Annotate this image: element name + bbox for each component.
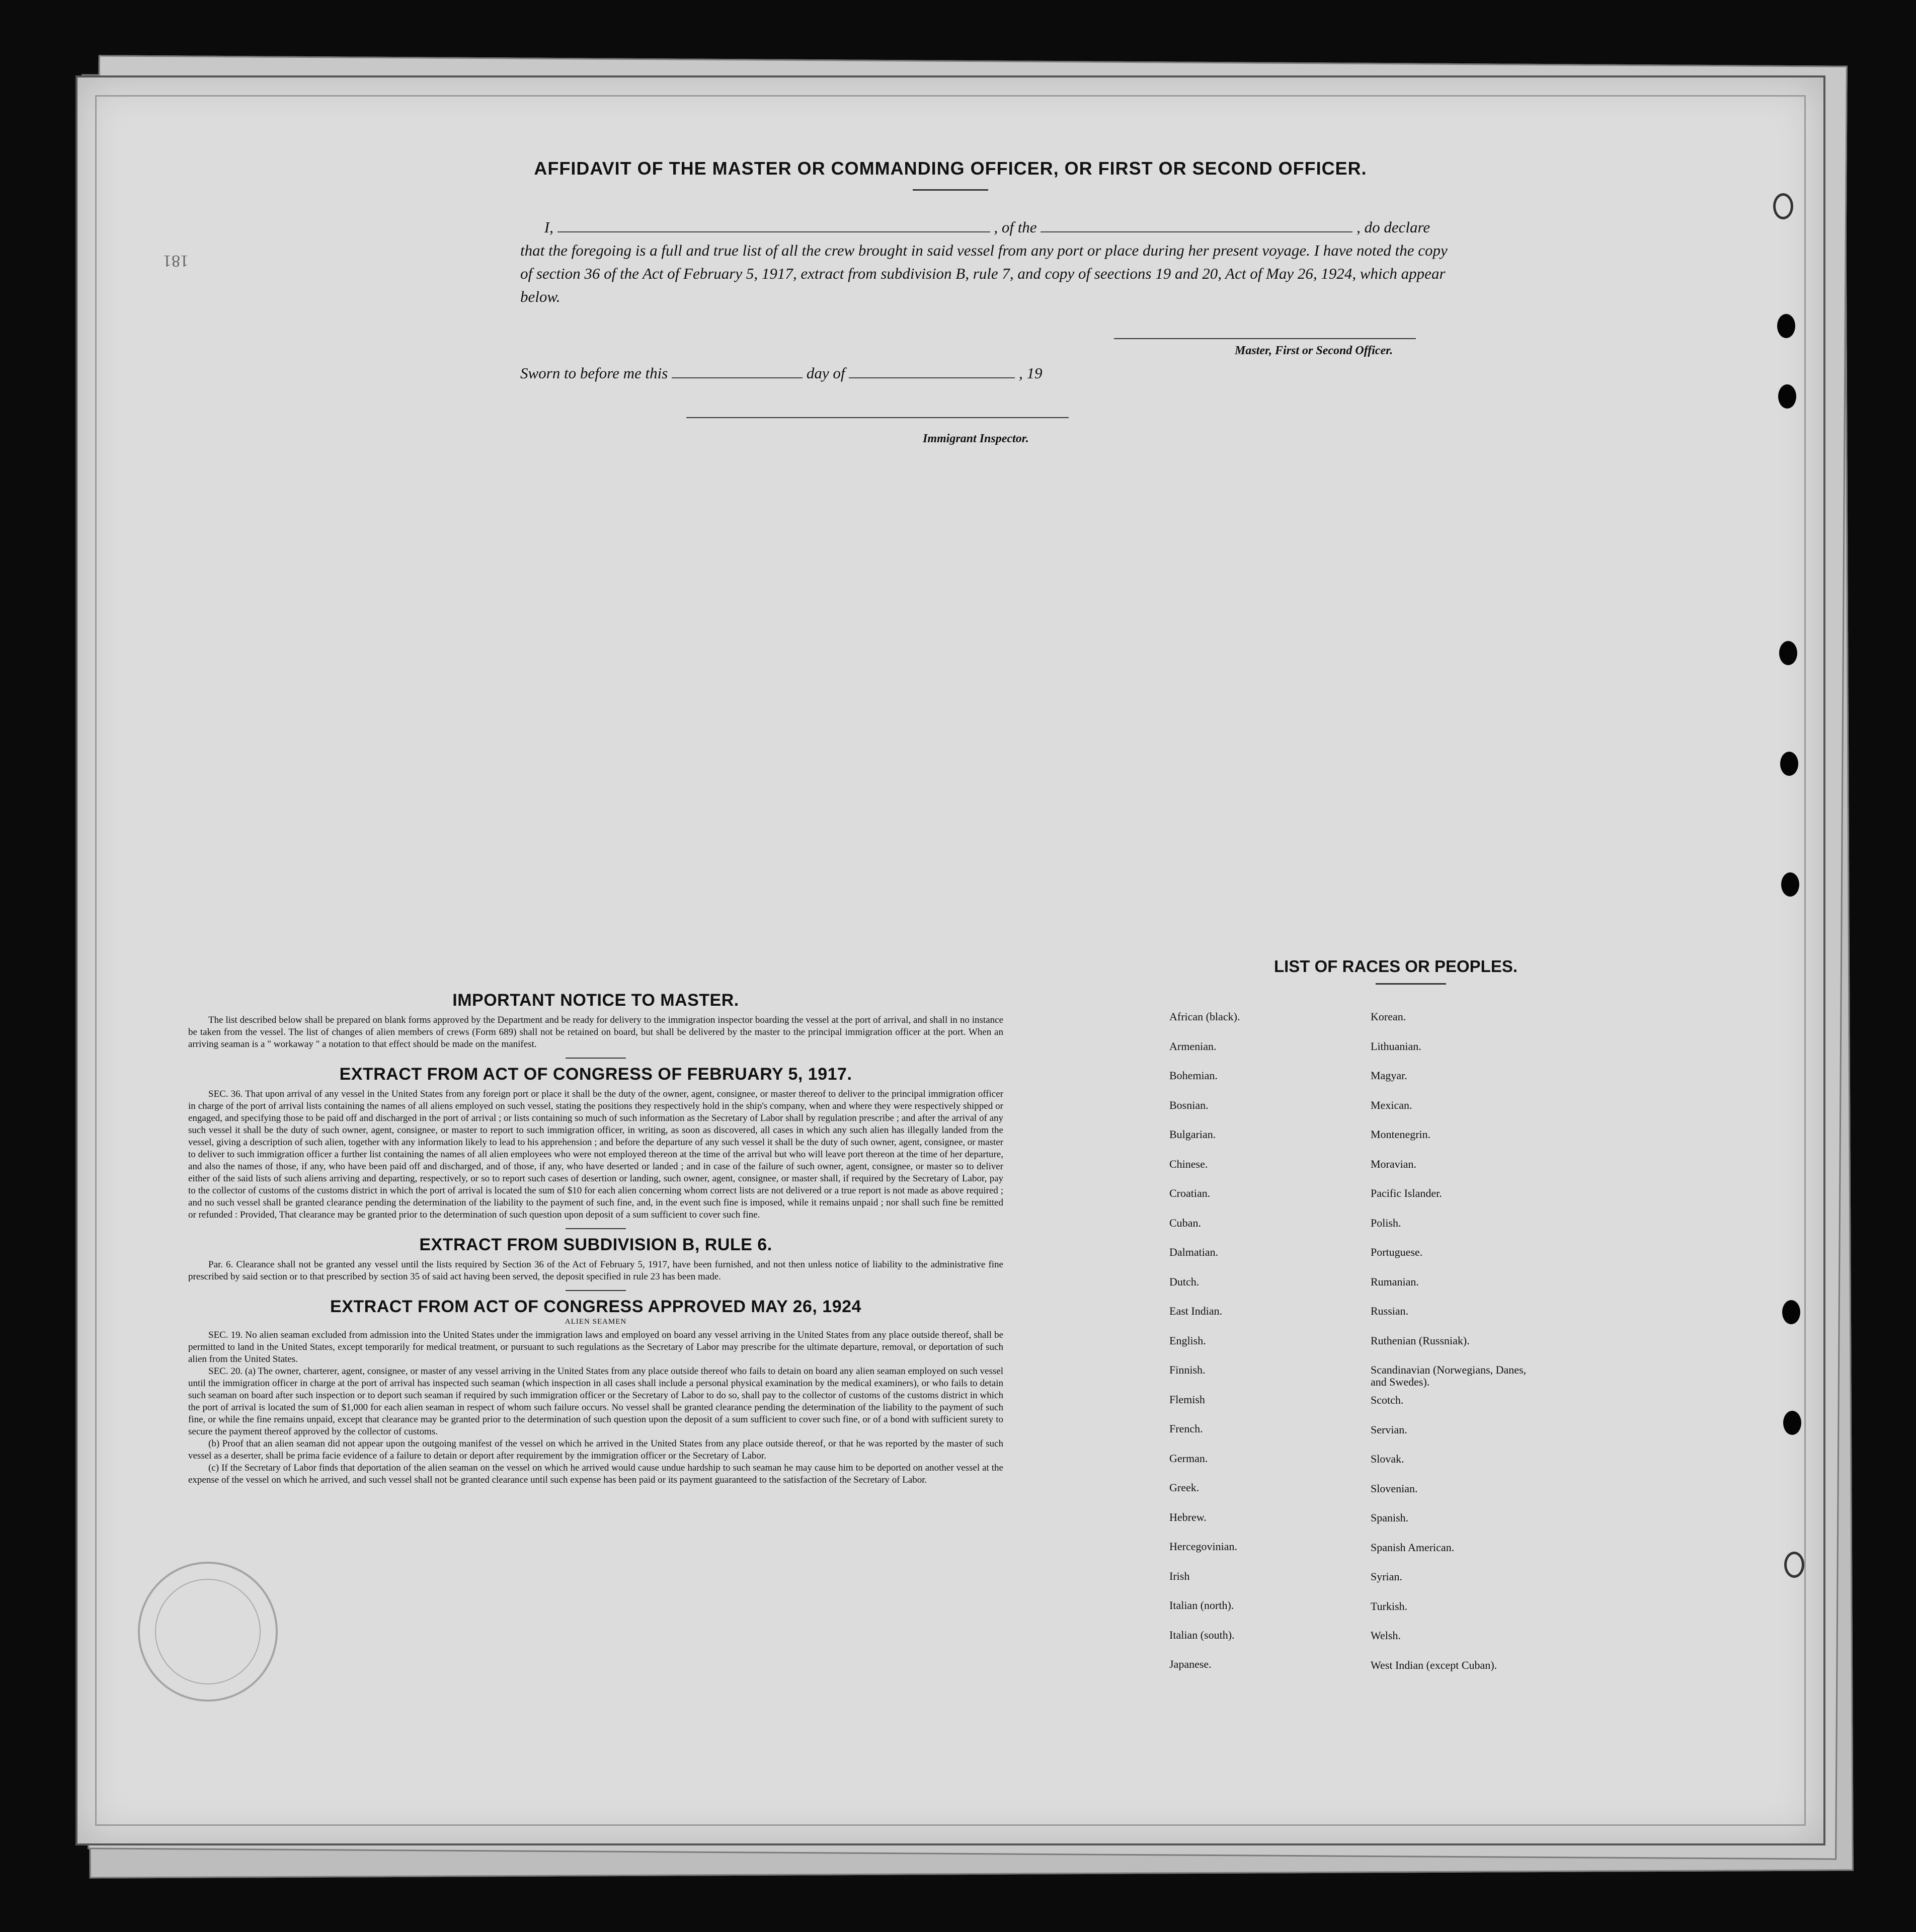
extract-1917-title: EXTRACT FROM ACT OF CONGRESS OF FEBRUARY 5, 1917. xyxy=(339,1065,852,1084)
declaration-of-the: , of the xyxy=(994,218,1037,236)
vessel-name-field[interactable] xyxy=(1041,220,1352,232)
race-item: Bohemian. xyxy=(1169,1069,1218,1082)
extract-1924-subtitle: ALIEN SEAMEN xyxy=(565,1318,627,1326)
races-list-left xyxy=(1169,1011,1335,1688)
extract-1924-sec20c: (c) If the Secretary of Labor finds that deportation of the alien seaman on the vessel on which he arrived would cause undue hardship to such seaman he may cause him to be deported on another vessel at the expense of the vessel on which he arrived, and such vessel shall not be granted clearance until such expense has been paid or its payment guaranteed to the satisfaction of the Secretary of Labor. xyxy=(188,1463,1003,1485)
legal-notices xyxy=(188,991,1003,1486)
declaration-do-declare: , do declare xyxy=(1356,218,1430,236)
race-item: German. xyxy=(1169,1452,1208,1465)
race-item: Irish xyxy=(1169,1569,1190,1582)
race-item: Greek. xyxy=(1169,1481,1200,1494)
race-item: Hebrew. xyxy=(1169,1510,1207,1523)
race-item: Finnish. xyxy=(1169,1363,1206,1376)
race-item: Scotch. xyxy=(1371,1394,1404,1406)
race-item: East Indian. xyxy=(1169,1305,1223,1317)
race-item: Korean. xyxy=(1371,1010,1406,1023)
section-divider xyxy=(566,1228,626,1229)
signature-line[interactable] xyxy=(1114,338,1416,339)
races-divider xyxy=(1376,983,1446,985)
binder-hole-icon xyxy=(1777,314,1795,338)
affidavit-declaration xyxy=(520,216,1456,308)
race-item: West Indian (except Cuban). xyxy=(1371,1658,1497,1671)
race-item: English. xyxy=(1169,1334,1206,1347)
race-item: Hercegovinian. xyxy=(1169,1540,1237,1553)
extract-1924-sec20a: SEC. 20. (a) The owner, charterer, agent, consignee, or master of any vessel arriving in the United States from any place outside thereof who fails to detain on board any alien seaman employed on such vessel until the immigration officer in charge at the port of arrival has inspected such seaman (which inspection in all cases shall include a personal physical examination by the medical examiners), or who fails to detain such seaman on board after such inspection or to deport such seaman if required by such immigration officer or the Secretary of Labor to do so, shall pay to the collector of customs of the customs district in which the port of arrival is located the sum of $1,000 for each alien seaman in respect of whom such failure occurs. No vessel shall be granted clearance pending the determination of the liability to the payment of such fine, or while the fine remains unpaid, except that clearance may be granted prior to the determination of such question upon the deposit of a sum sufficient to cover such fine, or of a bond with sufficient surety to secure the payment thereof approved by the collector of customs. xyxy=(188,1366,1003,1437)
affidavit-title: AFFIDAVIT OF THE MASTER OR COMMANDING OFFICER, OR FIRST OR SECOND OFFICER. xyxy=(534,158,1367,179)
race-item: Magyar. xyxy=(1371,1069,1407,1082)
inspector-signature-line[interactable] xyxy=(686,417,1069,418)
race-item: Armenian. xyxy=(1169,1039,1217,1053)
race-item: Croatian. xyxy=(1169,1187,1211,1199)
inspector-caption: Immigrant Inspector. xyxy=(923,432,1029,445)
race-item: Flemish xyxy=(1169,1393,1205,1406)
race-item: Welsh. xyxy=(1371,1629,1401,1642)
binder-hole-icon xyxy=(1780,752,1798,776)
race-item: Russian. xyxy=(1371,1305,1409,1317)
race-item: Polish. xyxy=(1371,1216,1401,1229)
binder-hole-icon xyxy=(1783,1411,1801,1435)
extract-rule6-text: Par. 6. Clearance shall not be granted any vessel until the lists required by Section 36 of the Act of February 5, 1917, have been furnished, and not then unless notice of liability to the administrative fine prescribed by said section or to that prescribed by section 35 of said act having been served, the deposit specified in rule 23 has been made. xyxy=(188,1259,1003,1282)
declaration-i: I, xyxy=(544,218,553,236)
race-item: Dalmatian. xyxy=(1169,1246,1219,1258)
binder-hole-icon xyxy=(1778,384,1796,409)
section-divider xyxy=(566,1290,626,1291)
title-divider xyxy=(913,189,988,191)
race-item: Italian (north). xyxy=(1169,1599,1234,1612)
race-item: Slovenian. xyxy=(1371,1482,1418,1495)
race-item: Bulgarian. xyxy=(1169,1128,1216,1141)
sworn-line xyxy=(520,364,1042,382)
race-item: Slovak. xyxy=(1371,1453,1404,1465)
extract-1917-text: SEC. 36. That upon arrival of any vessel in the United States from any foreign port or place it shall be the duty of the owner, agent, consignee, or master thereof to deliver to the principal immigration officer in charge of the port of arrival lists containing the names of all aliens employed on such vessel, stating the positions they respectively hold in the ship's company, when and where they were respectively shipped or engaged, and specifying those to be paid off and discharged in the port of arrival ; or lists containing so much of such information as the Secretary of Labor shall by regulation prescribe ; and after the arrival of any such vessel it shall be the duty of such owner, agent, consignee, or master to report to such immigration officer, in writing, as soon as discovered, all cases in which any such alien has illegally landed from the vessel, giving a description of such alien, together with any information likely to lead to his apprehension ; and before the departure of any such vessel it shall be the duty of such owner, agent, consignee, or master to deliver to such immigration officer a further list containing the names of all alien employees who were not employed thereon at the time of the arrival but who will leave port thereon at the time of her departure, and also the names of those, if any, who have been paid off and discharged, and of those, if any, who have deserted or landed ; and in case of the failure of such owner, agent, consignee, or master so to deliver either of the said lists of such aliens arriving and departing, respectively, or so to report such cases of desertion or landing, such owner, agent, consignee, or master shall, if required by the Secretary of Labor, pay to the collector of customs of the customs district in which the port of arrival is located the sum of $10 for each alien concerning whom correct lists are not delivered or a true report is not made as above required ; and no such vessel shall be granted clearance pending the determination of the liability to the payment of such fine, and, in the event such fine is imposed, while it remains unpaid ; nor shall such fine be remitted or refunded : Provided, That clearance may be granted prior to the determination of such question upon deposit of a sum sufficient to cover such fine. xyxy=(188,1089,1003,1220)
race-item: Chinese. xyxy=(1169,1157,1208,1170)
race-item: French. xyxy=(1169,1422,1203,1435)
seal-stamp xyxy=(138,1562,278,1702)
race-item: Ruthenian (Russniak). xyxy=(1371,1334,1470,1347)
race-item: Turkish. xyxy=(1371,1599,1408,1613)
race-item: Cuban. xyxy=(1169,1216,1201,1229)
page-number: 181 xyxy=(163,252,189,270)
sworn-text: Sworn to before me this xyxy=(520,364,668,382)
race-item: Bosnian. xyxy=(1169,1098,1209,1111)
binder-hole-icon xyxy=(1773,193,1793,219)
race-item: Scandinavian (Norwegians, Danes, and Swedes). xyxy=(1371,1363,1527,1388)
race-item: Japanese. xyxy=(1169,1658,1212,1670)
race-item: Italian (south). xyxy=(1169,1628,1235,1641)
race-item: Rumanian. xyxy=(1371,1275,1419,1288)
manifest-sheet xyxy=(75,75,1825,1845)
races-list-right xyxy=(1371,1011,1572,1688)
notice-text: The list described below shall be prepared on blank forms approved by the Department and be ready for delivery to the immigration inspector boarding the vessel at the port of arrival, and shall in no instance be taken from the vessel. The list of changes of alien members of crews (Form 689) shall not be retained on board, but shall be delivered by the master to the principal immigration officer at the port. When an arriving seaman is a " workaway " a notation to that effect should be made on the manifest. xyxy=(188,1015,1003,1050)
binder-hole-icon xyxy=(1781,872,1799,897)
race-item: Spanish. xyxy=(1371,1511,1409,1524)
section-divider xyxy=(566,1058,626,1059)
race-item: Syrian. xyxy=(1371,1570,1402,1583)
binder-hole-icon xyxy=(1779,641,1797,665)
binder-hole-icon xyxy=(1784,1552,1804,1578)
extract-rule6-title: EXTRACT FROM SUBDIVISION B, RULE 6. xyxy=(419,1235,772,1254)
sworn-month-field[interactable] xyxy=(849,366,1015,378)
extract-1924-sec20b: (b) Proof that an alien seaman did not appear upon the outgoing manifest of the vessel on which he arrived in the United States from any place outside thereof, or that he was reported by the master of such vessel as a deserter, shall be prima facie evidence of a failure to detain or deport after requirement by the immigration officer or the Secretary of Labor. xyxy=(188,1438,1003,1461)
notice-title: IMPORTANT NOTICE TO MASTER. xyxy=(452,991,739,1010)
races-title: LIST OF RACES OR PEOPLES. xyxy=(1273,957,1518,976)
sworn-day-field[interactable] xyxy=(672,366,803,378)
extract-1924-title: EXTRACT FROM ACT OF CONGRESS APPROVED MAY 26, 1924 xyxy=(330,1297,861,1316)
race-item: Portuguese. xyxy=(1371,1246,1423,1258)
race-item: African (black). xyxy=(1169,1010,1240,1023)
sworn-year: , 19 xyxy=(1018,364,1043,382)
race-item: Spanish American. xyxy=(1371,1541,1455,1554)
race-item: Moravian. xyxy=(1371,1157,1417,1170)
signature-caption: Master, First or Second Officer. xyxy=(1235,344,1393,357)
race-item: Lithuanian. xyxy=(1371,1039,1421,1053)
race-item: Pacific Islander. xyxy=(1371,1187,1442,1199)
sworn-day-of: day of xyxy=(806,364,845,382)
race-item: Mexican. xyxy=(1371,1098,1412,1111)
extract-1924-sec19: SEC. 19. No alien seaman excluded from admission into the United States under the immigration laws and employed on board any vessel arriving in the United States from any place outside thereof, shall be permitted to land in the United States, except temporarily for medical treatment, or pursuant to such regulations as the Secretary of Labor may prescribe for the ultimate departure, removal, or deportation of such alien from the United States. xyxy=(188,1330,1003,1364)
race-item: Servian. xyxy=(1371,1423,1407,1436)
race-item: Montenegrin. xyxy=(1371,1128,1431,1141)
binder-hole-icon xyxy=(1782,1300,1800,1324)
declaration-body: that the foregoing is a full and true list of all the crew brought in said vessel from any port or place during her present voyage. I have noted the copy of section 36 of the Act of February 5, 1917, extract from subdivision B, rule 7, and copy of seections 19 and 20, Act of May 26, 1924, which appear below. xyxy=(520,242,1448,305)
officer-name-field[interactable] xyxy=(557,220,990,232)
declaration-line xyxy=(520,216,1456,239)
race-item: Dutch. xyxy=(1169,1275,1200,1288)
